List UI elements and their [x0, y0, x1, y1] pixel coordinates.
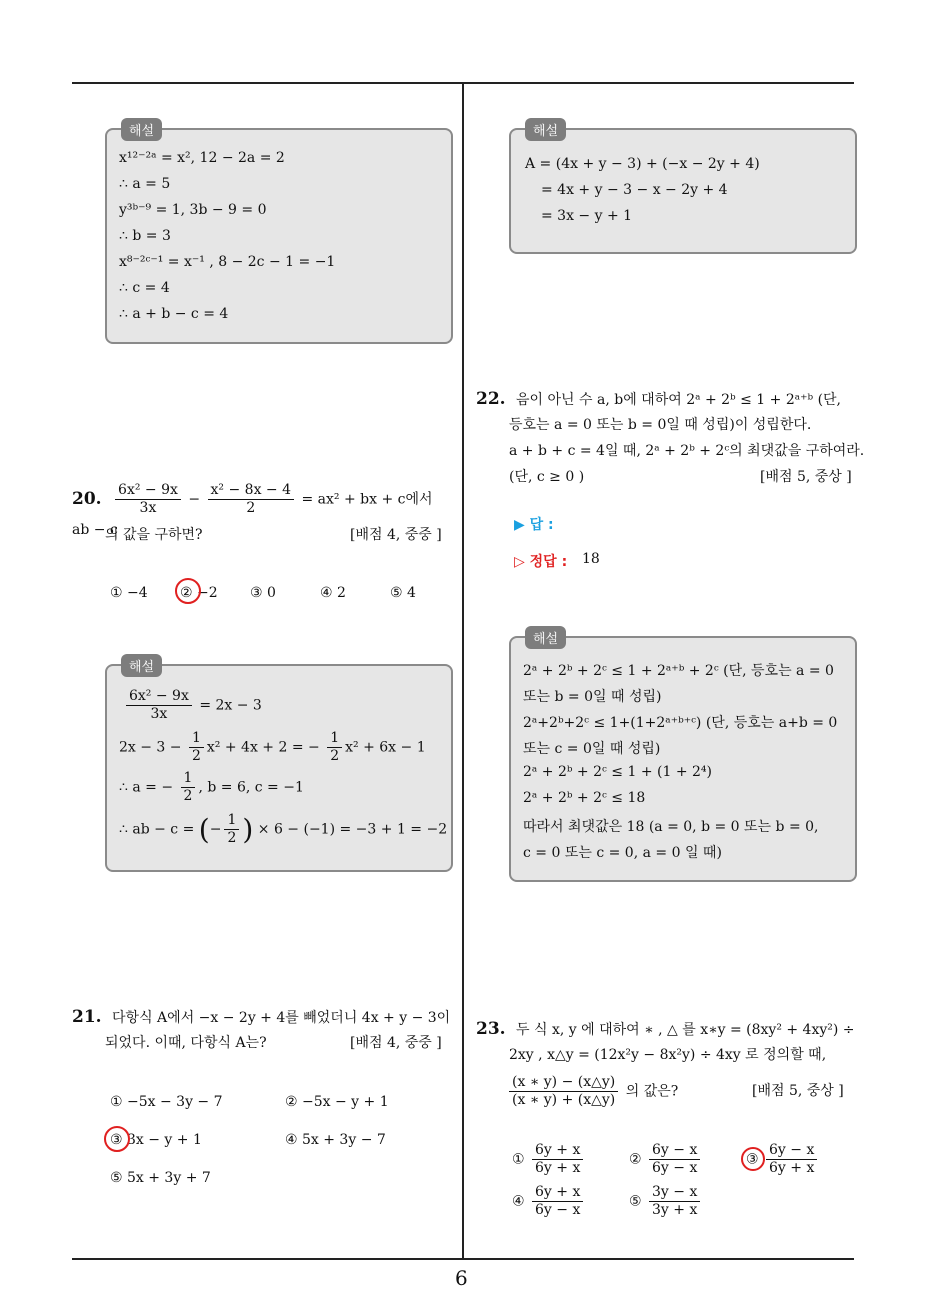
option-5[interactable]: ⑤ 4 [390, 585, 416, 601]
numerator: 6x² − 9x [115, 482, 181, 500]
denominator: 2 [183, 788, 193, 804]
solution-box-20 [105, 660, 453, 872]
denominator: 3x [139, 500, 157, 516]
solution-line: 2ᵃ + 2ᵇ + 2ᶜ ≤ 1 + (1 + 2⁴) [523, 764, 712, 780]
expression: × 6 − (−1) = −3 + 1 = −2 [257, 821, 448, 838]
question-text-line: (단, c ≥ 0 ) [509, 469, 585, 485]
fraction [327, 730, 342, 765]
question-number: 23. [476, 1019, 506, 1039]
fraction [532, 1142, 583, 1177]
solution-line: x⁸⁻²ᶜ⁻¹ = x⁻¹ , 8 − 2c − 1 = −1 [119, 254, 336, 270]
paren: ) [242, 813, 254, 846]
question-23 [476, 1016, 855, 1043]
expression: = 2x − 3 [199, 697, 262, 714]
solution-line [123, 688, 262, 723]
expression: x² + 4x + 2 = − [206, 739, 320, 756]
fraction [509, 1074, 618, 1109]
numerator: 6y − x [649, 1142, 700, 1160]
denominator: 6y − x [535, 1202, 581, 1218]
option-mark: ⑤ [629, 1193, 642, 1210]
option-2[interactable] [629, 1142, 703, 1177]
solution-label: 해설 [525, 118, 566, 141]
numerator: 1 [189, 730, 204, 748]
fraction [766, 1142, 817, 1177]
solution-box-19 [105, 124, 453, 344]
question-text: 음이 아닌 수 a, b에 대하여 2ᵃ + 2ᵇ ≤ 1 + 2ᵃ⁺ᵇ (단, [516, 392, 842, 408]
numerator: x² − 8x − 4 [208, 482, 294, 500]
expression: x² + 6x − 1 [345, 739, 426, 756]
solution-line: 2ᵃ + 2ᵇ + 2ᶜ ≤ 18 [523, 790, 646, 806]
numerator: 1 [224, 812, 239, 830]
solution-box-22 [509, 632, 857, 882]
answer-circle [104, 1126, 130, 1152]
option-1[interactable] [512, 1142, 586, 1177]
solution-line: ∴ b = 3 [119, 228, 171, 244]
option-3[interactable]: ③ 3x − y + 1 [110, 1132, 202, 1148]
solution-line: 2ᵃ+2ᵇ+2ᶜ ≤ 1+(1+2ᵃ⁺ᵇ⁺ᶜ) (단, 등호는 a+b = 0 [523, 715, 838, 731]
denominator: 2 [227, 830, 237, 846]
solution-line [119, 730, 426, 765]
option-2[interactable]: ② −5x − y + 1 [285, 1094, 389, 1110]
question-text-line: 등호는 a = 0 또는 b = 0일 때 성립)이 성립한다. [509, 417, 812, 433]
solution-line [119, 812, 447, 847]
option-5[interactable]: ⑤ 5x + 3y + 7 [110, 1170, 211, 1186]
solution-line: ∴ a + b − c = 4 [119, 306, 229, 322]
question-21 [72, 1004, 450, 1031]
solution-line: c = 0 또는 c = 0, a = 0 일 때) [523, 845, 722, 861]
score-label: [배점 4, 중중 ] [350, 527, 442, 543]
option-5[interactable] [629, 1184, 703, 1219]
numerator: 6x² − 9x [126, 688, 192, 706]
bottom-rule [72, 1258, 854, 1260]
option-1[interactable]: ① −4 [110, 585, 148, 601]
question-number: 21. [72, 1007, 102, 1027]
solution-line: ∴ c = 4 [119, 280, 170, 296]
question-text-line: 의 값을 구하면? [105, 527, 203, 543]
option-mark: ② [629, 1151, 642, 1168]
column-divider [462, 82, 464, 1259]
question-22 [476, 386, 841, 413]
fraction [208, 482, 294, 517]
option-2[interactable]: ② −2 [180, 585, 218, 601]
expression: ∴ ab − c = [119, 821, 195, 838]
numerator: 6y − x [766, 1142, 817, 1160]
option-mark: ③ [746, 1151, 759, 1168]
numerator: 3y − x [649, 1184, 700, 1202]
option-4[interactable]: ④ 5x + 3y − 7 [285, 1132, 386, 1148]
option-mark: ④ [512, 1193, 525, 1210]
fraction [126, 688, 192, 723]
solution-line: = 3x − y + 1 [541, 208, 633, 224]
expression: ∴ a = − [119, 779, 174, 796]
denominator: 2 [246, 500, 256, 516]
expression: , b = 6, c = −1 [198, 779, 304, 796]
correct-answer-value: 18 [582, 551, 600, 567]
answer-label: ▶ 답 : [514, 517, 554, 533]
solution-line: = 4x + y − 3 − x − 2y + 4 [541, 182, 728, 198]
numerator: (x ∗ y) − (x△y) [509, 1074, 618, 1092]
solution-label: 해설 [525, 626, 566, 649]
fraction [649, 1184, 700, 1219]
option-4[interactable]: ④ 2 [320, 585, 346, 601]
question-text: 다항식 A에서 −x − 2y + 4를 빼었더니 4x + y − 3이 [112, 1010, 451, 1026]
correct-answer-label: ▷ 정답 : [514, 554, 568, 570]
answer-circle [741, 1147, 765, 1171]
paren: ( [198, 813, 210, 846]
denominator: 6y − x [652, 1160, 698, 1176]
score-label: [배점 4, 중중 ] [350, 1035, 442, 1051]
denominator: 2 [191, 748, 201, 764]
solution-line: y³ᵇ⁻⁹ = 1, 3b − 9 = 0 [119, 202, 267, 218]
numerator: 6y + x [532, 1184, 583, 1202]
answer-circle [175, 578, 201, 604]
option-mark: ① [512, 1151, 525, 1168]
question-number: 20. [72, 488, 102, 509]
fraction [189, 730, 204, 765]
fraction [224, 812, 239, 847]
question-text: = ax² + bx + c에서 ab − c [72, 491, 433, 538]
fraction [181, 770, 196, 805]
question-text: 의 값은? [625, 1083, 679, 1100]
solution-line [119, 770, 304, 805]
denominator: 3x [150, 706, 168, 722]
numerator: 1 [181, 770, 196, 788]
numerator: 6y + x [532, 1142, 583, 1160]
solution-label: 해설 [121, 654, 162, 677]
expression: − [209, 821, 222, 838]
solution-line: A = (4x + y − 3) + (−x − 2y + 4) [525, 156, 760, 172]
fraction [649, 1142, 700, 1177]
option-1[interactable]: ① −5x − 3y − 7 [110, 1094, 223, 1110]
question-text-line [506, 1074, 678, 1109]
question-text-line: 2xy , x△y = (12x²y − 8x²y) ÷ 4xy 로 정의할 때, [509, 1047, 827, 1063]
option-4[interactable] [512, 1184, 586, 1219]
solution-line: 따라서 최댓값은 18 (a = 0, b = 0 또는 b = 0, [523, 819, 819, 835]
question-number: 22. [476, 389, 506, 409]
solution-line: 또는 b = 0일 때 성립) [523, 689, 662, 705]
denominator: 3y + x [652, 1202, 698, 1218]
fraction [532, 1184, 583, 1219]
question-text-line: a + b + c = 4일 때, 2ᵃ + 2ᵇ + 2ᶜ의 최댓값을 구하여라. [509, 443, 865, 459]
fraction [115, 482, 181, 517]
solution-label: 해설 [121, 118, 162, 141]
question-text: 두 식 x, y 에 대하여 ∗ , △ 를 x∗y = (8xy² + 4xy²) ÷ [516, 1022, 855, 1038]
page-number: 6 [455, 1266, 468, 1290]
denominator: 2 [330, 748, 340, 764]
denominator: 6y + x [769, 1160, 815, 1176]
score-label: [배점 5, 중상 ] [752, 1083, 844, 1099]
solution-line: 또는 c = 0일 때 성립) [523, 741, 661, 757]
score-label: [배점 5, 중상 ] [760, 469, 852, 485]
solution-line: ∴ a = 5 [119, 176, 171, 192]
denominator: 6y + x [535, 1160, 581, 1176]
question-text-line: 되었다. 이때, 다항식 A는? [105, 1035, 267, 1051]
operator: − [188, 491, 201, 508]
solution-line: 2ᵃ + 2ᵇ + 2ᶜ ≤ 1 + 2ᵃ⁺ᵇ + 2ᶜ (단, 등호는 a = 0 [523, 663, 834, 679]
solution-box-21 [509, 124, 857, 254]
denominator: (x ∗ y) + (x△y) [512, 1092, 616, 1108]
option-3[interactable]: ③ 0 [250, 585, 276, 601]
numerator: 1 [327, 730, 342, 748]
expression: 2x − 3 − [119, 739, 182, 756]
solution-line: x¹²⁻²ᵃ = x², 12 − 2a = 2 [119, 150, 285, 166]
